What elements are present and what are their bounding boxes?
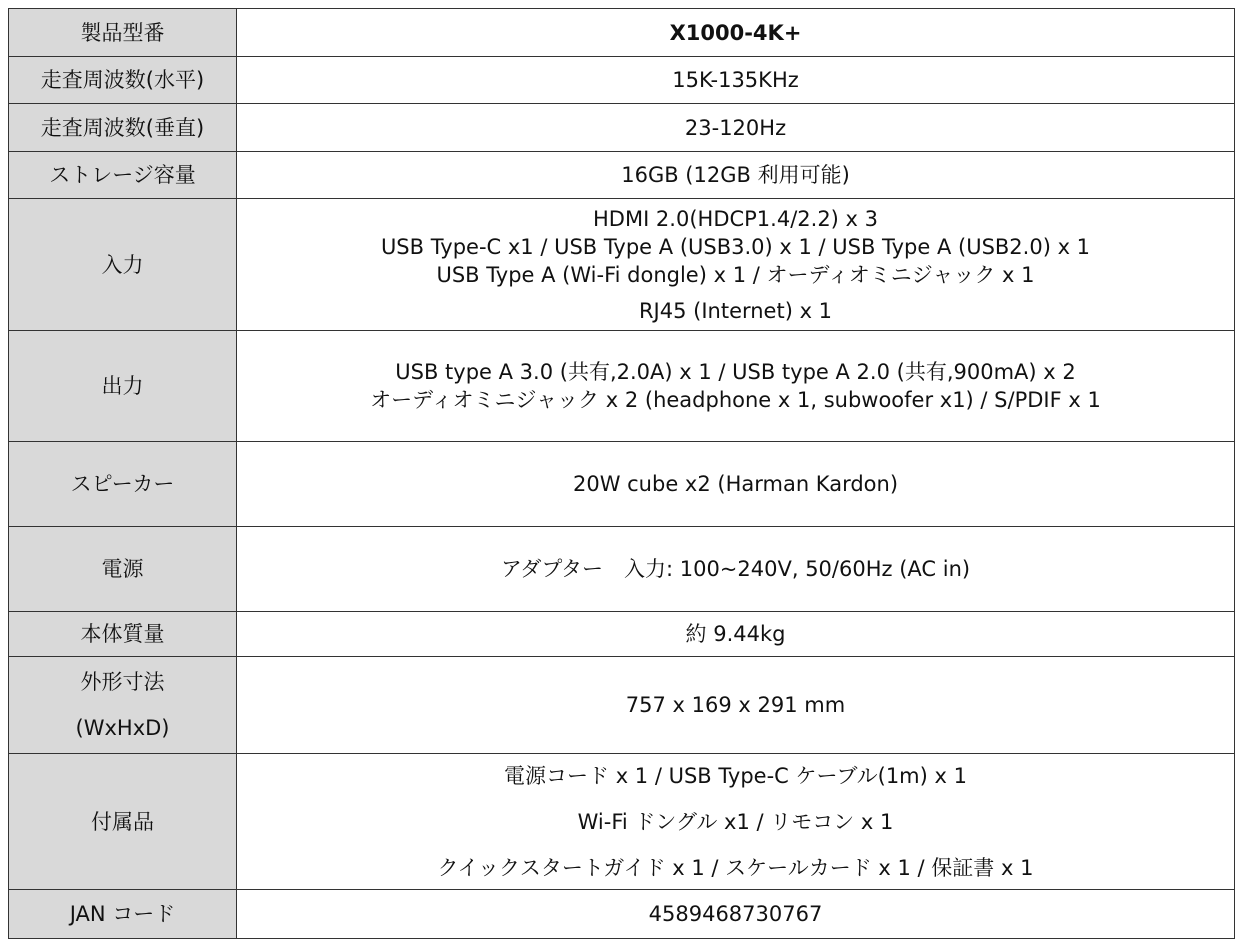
- value-line: クイックスタートガイド x 1 / スケールカード x 1 / 保証書 x 1: [437, 855, 1034, 880]
- table-row: [9, 890, 1235, 939]
- row-label: 走査周波数(水平): [9, 57, 237, 104]
- table-row: [9, 657, 1235, 754]
- row-value: 4589468730767: [237, 890, 1235, 939]
- row-value: 23-120Hz: [237, 104, 1235, 152]
- row-label: ストレージ容量: [9, 152, 237, 199]
- row-label: 電源: [9, 527, 237, 612]
- row-label: 本体質量: [9, 612, 237, 657]
- table-row: [9, 57, 1235, 104]
- spec-table: [8, 8, 1235, 939]
- row-value: [237, 331, 1235, 442]
- row-label: JAN コード: [9, 890, 237, 939]
- value-line: HDMI 2.0(HDCP1.4/2.2) x 3: [592, 206, 879, 231]
- label-line: (WxHxD): [75, 716, 170, 740]
- value-line: RJ45 (Internet) x 1: [638, 298, 833, 323]
- table-row: [9, 104, 1235, 152]
- row-label: 走査周波数(垂直): [9, 104, 237, 152]
- table-row: [9, 9, 1235, 57]
- row-label: 付属品: [9, 754, 237, 890]
- table-row: [9, 754, 1235, 890]
- value-line: オーディオミニジャック x 2 (headphone x 1, subwoofer x1) / S/PDIF x 1: [370, 388, 1101, 412]
- row-label: 入力: [9, 199, 237, 331]
- row-value: 757 x 169 x 291 mm: [237, 657, 1235, 754]
- value-line: USB Type A (Wi-Fi dongle) x 1 / オーディオミニジャック x 1: [436, 262, 1035, 287]
- value-line: Wi-Fi ドングル x1 / リモコン x 1: [577, 809, 894, 834]
- table-row: [9, 331, 1235, 442]
- value-line: 電源コード x 1 / USB Type-C ケーブル(1m) x 1: [504, 763, 967, 788]
- label-line: 外形寸法: [80, 670, 165, 694]
- row-label: [9, 657, 237, 754]
- row-label: スピーカー: [9, 442, 237, 527]
- row-value: [237, 754, 1235, 890]
- table-row: [9, 442, 1235, 527]
- row-value: [237, 199, 1235, 331]
- row-value: 16GB (12GB 利用可能): [237, 152, 1235, 199]
- row-value: 約 9.44kg: [237, 612, 1235, 657]
- table-row: [9, 199, 1235, 331]
- row-value: 15K-135KHz: [237, 57, 1235, 104]
- table-row: [9, 612, 1235, 657]
- row-value: X1000-4K+: [237, 9, 1235, 57]
- table-row: [9, 527, 1235, 612]
- row-label: 製品型番: [9, 9, 237, 57]
- value-line: USB Type-C x1 / USB Type A (USB3.0) x 1 / USB Type A (USB2.0) x 1: [380, 234, 1091, 259]
- table-row: [9, 152, 1235, 199]
- row-label: 出力: [9, 331, 237, 442]
- row-value: アダプター 入力: 100~240V, 50/60Hz (AC in): [237, 527, 1235, 612]
- row-value: 20W cube x2 (Harman Kardon): [237, 442, 1235, 527]
- value-line: USB type A 3.0 (共有,2.0A) x 1 / USB type A 2.0 (共有,900mA) x 2: [395, 360, 1076, 384]
